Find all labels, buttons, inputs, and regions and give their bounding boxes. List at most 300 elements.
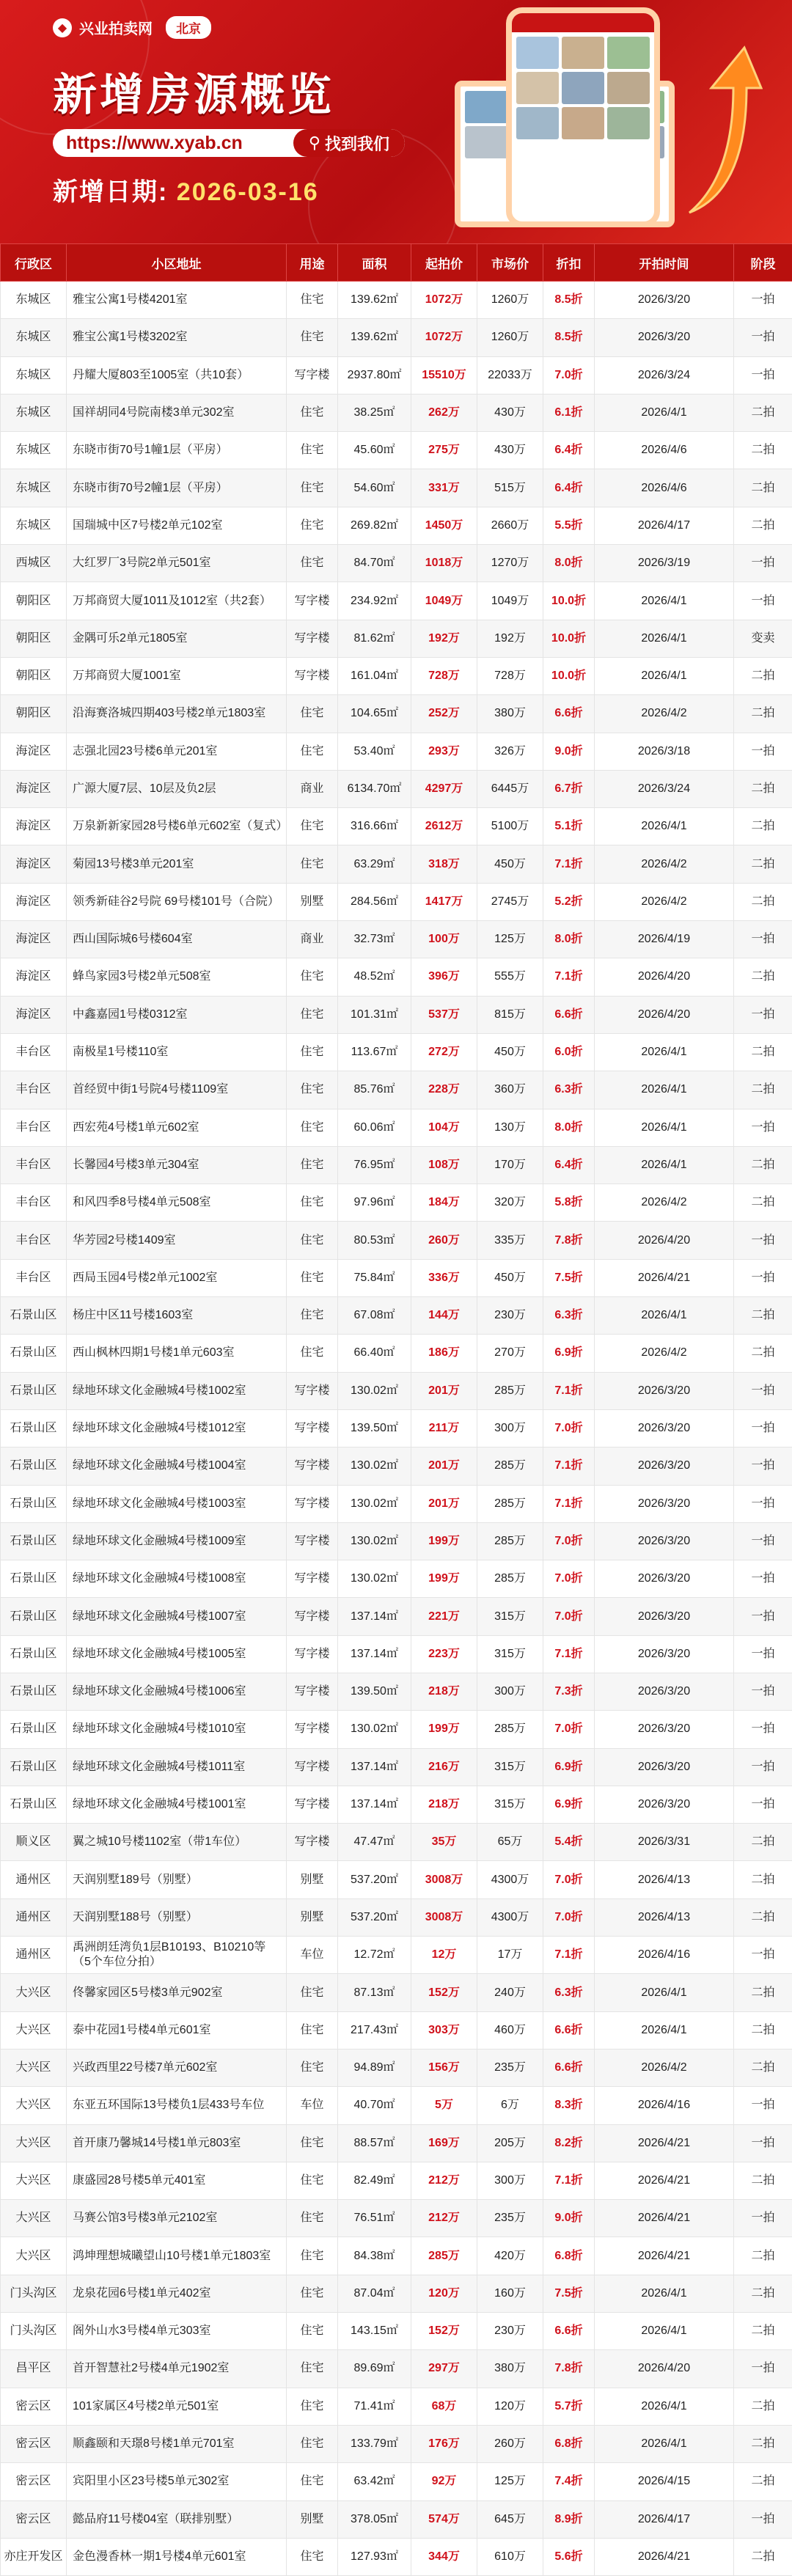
table-row[interactable] bbox=[1, 770, 792, 807]
market-price-cell: 300万 bbox=[477, 1673, 543, 1710]
address-cell: 绿地环球文化金融城4号楼1008室 bbox=[67, 1560, 287, 1598]
table-row[interactable] bbox=[1, 1222, 792, 1259]
usage-cell: 别墅 bbox=[287, 1898, 338, 1936]
date-label: 新增日期: bbox=[53, 178, 168, 206]
district-cell: 海淀区 bbox=[1, 808, 67, 845]
table-row[interactable] bbox=[1, 2162, 792, 2199]
market-price-cell: 4300万 bbox=[477, 1898, 543, 1936]
market-price-cell: 2660万 bbox=[477, 507, 543, 544]
usage-cell: 住宅 bbox=[287, 996, 338, 1033]
table-row[interactable] bbox=[1, 2388, 792, 2425]
table-row[interactable] bbox=[1, 1974, 792, 2011]
address-cell: 绿地环球文化金融城4号楼1007室 bbox=[67, 1598, 287, 1635]
usage-cell: 住宅 bbox=[287, 845, 338, 883]
discount-cell: 9.0折 bbox=[543, 733, 595, 770]
area-cell: 130.02㎡ bbox=[338, 1711, 411, 1748]
discount-cell: 6.6折 bbox=[543, 2049, 595, 2086]
discount-cell: 7.1折 bbox=[543, 1485, 595, 1522]
district-cell: 石景山区 bbox=[1, 1598, 67, 1635]
table-row[interactable] bbox=[1, 282, 792, 319]
usage-cell: 住宅 bbox=[287, 2313, 338, 2350]
discount-cell: 7.0折 bbox=[543, 1409, 595, 1447]
market-price-cell: 130万 bbox=[477, 1109, 543, 1146]
discount-cell: 5.5折 bbox=[543, 507, 595, 544]
area-cell: 217.43㎡ bbox=[338, 2011, 411, 2049]
area-cell: 97.96㎡ bbox=[338, 1184, 411, 1222]
address-cell: 金色漫香林一期1号楼4单元601室 bbox=[67, 2538, 287, 2575]
start-price-cell: 318万 bbox=[411, 845, 477, 883]
table-row[interactable] bbox=[1, 1824, 792, 1861]
start-price-cell: 218万 bbox=[411, 1786, 477, 1823]
address-cell: 绿地环球文化金融城4号楼1001室 bbox=[67, 1786, 287, 1823]
table-row[interactable] bbox=[1, 507, 792, 544]
stage-cell: 一拍 bbox=[734, 356, 792, 394]
usage-cell: 写字楼 bbox=[287, 1372, 338, 1409]
table-row[interactable] bbox=[1, 394, 792, 431]
market-price-cell: 285万 bbox=[477, 1560, 543, 1598]
table-row[interactable] bbox=[1, 319, 792, 356]
start-time-cell: 2026/4/20 bbox=[595, 996, 734, 1033]
start-time-cell: 2026/4/6 bbox=[595, 432, 734, 469]
table-row[interactable] bbox=[1, 695, 792, 733]
table-row[interactable] bbox=[1, 958, 792, 996]
district-cell: 大兴区 bbox=[1, 2049, 67, 2086]
table-row[interactable] bbox=[1, 469, 792, 507]
address-cell: 兴政西里22号楼7单元602室 bbox=[67, 2049, 287, 2086]
district-cell: 朝阳区 bbox=[1, 582, 67, 620]
table-row[interactable] bbox=[1, 2200, 792, 2237]
discount-cell: 5.8折 bbox=[543, 1184, 595, 1222]
start-price-cell: 35万 bbox=[411, 1824, 477, 1861]
start-price-cell: 1417万 bbox=[411, 883, 477, 920]
area-cell: 47.47㎡ bbox=[338, 1824, 411, 1861]
discount-cell: 7.1折 bbox=[543, 958, 595, 996]
table-header-row bbox=[1, 244, 792, 282]
discount-cell: 6.1折 bbox=[543, 394, 595, 431]
table-row[interactable] bbox=[1, 1861, 792, 1898]
start-time-cell: 2026/4/1 bbox=[595, 394, 734, 431]
table-row[interactable] bbox=[1, 1146, 792, 1184]
table-row[interactable] bbox=[1, 733, 792, 770]
table-row[interactable] bbox=[1, 883, 792, 920]
district-cell: 通州区 bbox=[1, 1937, 67, 1974]
district-cell: 海淀区 bbox=[1, 733, 67, 770]
area-cell: 87.13㎡ bbox=[338, 1974, 411, 2011]
start-time-cell: 2026/4/2 bbox=[595, 1184, 734, 1222]
district-cell: 门头沟区 bbox=[1, 2275, 67, 2312]
col-header: 市场价 bbox=[477, 244, 543, 282]
start-time-cell: 2026/3/20 bbox=[595, 1522, 734, 1560]
area-cell: 316.66㎡ bbox=[338, 808, 411, 845]
address-cell: 杨庄中区11号楼1603室 bbox=[67, 1297, 287, 1335]
stage-cell: 二拍 bbox=[734, 1335, 792, 1372]
district-cell: 海淀区 bbox=[1, 996, 67, 1033]
area-cell: 133.79㎡ bbox=[338, 2425, 411, 2462]
table-row[interactable] bbox=[1, 1447, 792, 1485]
table-row[interactable] bbox=[1, 2011, 792, 2049]
start-time-cell: 2026/4/6 bbox=[595, 469, 734, 507]
table-row[interactable] bbox=[1, 1109, 792, 1146]
start-time-cell: 2026/3/20 bbox=[595, 1673, 734, 1710]
table-row[interactable] bbox=[1, 1372, 792, 1409]
area-cell: 130.02㎡ bbox=[338, 1372, 411, 1409]
stage-cell: 一拍 bbox=[734, 1711, 792, 1748]
market-price-cell: 430万 bbox=[477, 394, 543, 431]
discount-cell: 8.0折 bbox=[543, 545, 595, 582]
table-row[interactable] bbox=[1, 545, 792, 582]
start-time-cell: 2026/4/2 bbox=[595, 1335, 734, 1372]
market-price-cell: 6万 bbox=[477, 2087, 543, 2124]
stage-cell: 一拍 bbox=[734, 545, 792, 582]
stage-cell: 一拍 bbox=[734, 1409, 792, 1447]
col-header: 用途 bbox=[287, 244, 338, 282]
start-price-cell: 285万 bbox=[411, 2237, 477, 2275]
discount-cell: 5.2折 bbox=[543, 883, 595, 920]
table-row[interactable] bbox=[1, 1409, 792, 1447]
discount-cell: 8.5折 bbox=[543, 319, 595, 356]
district-cell: 丰台区 bbox=[1, 1033, 67, 1071]
area-cell: 54.60㎡ bbox=[338, 469, 411, 507]
table-row[interactable] bbox=[1, 1673, 792, 1710]
discount-cell: 7.0折 bbox=[543, 1522, 595, 1560]
address-cell: 禹洲朗廷湾负1层B10193、B10210等（5个车位分拍） bbox=[67, 1937, 287, 1974]
start-time-cell: 2026/4/1 bbox=[595, 1109, 734, 1146]
address-cell: 泰中花园1号楼4单元601室 bbox=[67, 2011, 287, 2049]
stage-cell: 一拍 bbox=[734, 1748, 792, 1786]
start-price-cell: 152万 bbox=[411, 1974, 477, 2011]
address-cell: 和风四季8号楼4单元508室 bbox=[67, 1184, 287, 1222]
table-row[interactable] bbox=[1, 582, 792, 620]
table-row[interactable] bbox=[1, 1937, 792, 1974]
stage-cell: 二拍 bbox=[734, 2463, 792, 2500]
start-price-cell: 184万 bbox=[411, 1184, 477, 1222]
discount-cell: 5.7折 bbox=[543, 2388, 595, 2425]
start-price-cell: 199万 bbox=[411, 1711, 477, 1748]
discount-cell: 7.0折 bbox=[543, 356, 595, 394]
start-time-cell: 2026/4/1 bbox=[595, 2313, 734, 2350]
site-url[interactable]: https://www.xyab.cn bbox=[53, 133, 293, 154]
start-time-cell: 2026/4/1 bbox=[595, 2011, 734, 2049]
usage-cell: 住宅 bbox=[287, 2200, 338, 2237]
discount-cell: 6.7折 bbox=[543, 770, 595, 807]
district-cell: 石景山区 bbox=[1, 1297, 67, 1335]
stage-cell: 一拍 bbox=[734, 2350, 792, 2388]
start-time-cell: 2026/4/1 bbox=[595, 2388, 734, 2425]
area-cell: 82.49㎡ bbox=[338, 2162, 411, 2199]
table-row[interactable] bbox=[1, 2049, 792, 2086]
table-row[interactable] bbox=[1, 1786, 792, 1823]
table-row[interactable] bbox=[1, 2538, 792, 2575]
table-row[interactable] bbox=[1, 2313, 792, 2350]
address-cell: 东晓市街70号1幢1层（平房） bbox=[67, 432, 287, 469]
start-price-cell: 216万 bbox=[411, 1748, 477, 1786]
market-price-cell: 285万 bbox=[477, 1372, 543, 1409]
stage-cell: 变卖 bbox=[734, 620, 792, 657]
table-row[interactable] bbox=[1, 356, 792, 394]
address-cell: 马赛公馆3号楼3单元2102室 bbox=[67, 2200, 287, 2237]
start-time-cell: 2026/3/18 bbox=[595, 733, 734, 770]
district-cell: 丰台区 bbox=[1, 1184, 67, 1222]
discount-cell: 7.1折 bbox=[543, 1635, 595, 1673]
start-time-cell: 2026/3/20 bbox=[595, 1598, 734, 1635]
stage-cell: 一拍 bbox=[734, 1485, 792, 1522]
area-cell: 143.15㎡ bbox=[338, 2313, 411, 2350]
start-time-cell: 2026/4/1 bbox=[595, 657, 734, 694]
discount-cell: 6.4折 bbox=[543, 469, 595, 507]
area-cell: 76.95㎡ bbox=[338, 1146, 411, 1184]
start-time-cell: 2026/3/19 bbox=[595, 545, 734, 582]
market-price-cell: 450万 bbox=[477, 845, 543, 883]
table-row[interactable] bbox=[1, 1335, 792, 1372]
usage-cell: 写字楼 bbox=[287, 1522, 338, 1560]
area-cell: 63.29㎡ bbox=[338, 845, 411, 883]
area-cell: 137.14㎡ bbox=[338, 1598, 411, 1635]
area-cell: 537.20㎡ bbox=[338, 1898, 411, 1936]
stage-cell: 一拍 bbox=[734, 1786, 792, 1823]
start-time-cell: 2026/4/1 bbox=[595, 1146, 734, 1184]
table-row[interactable] bbox=[1, 2425, 792, 2462]
market-price-cell: 335万 bbox=[477, 1222, 543, 1259]
stage-cell: 二拍 bbox=[734, 1071, 792, 1109]
table-row[interactable] bbox=[1, 2463, 792, 2500]
start-time-cell: 2026/4/15 bbox=[595, 2463, 734, 2500]
table-row[interactable] bbox=[1, 1071, 792, 1109]
usage-cell: 别墅 bbox=[287, 2500, 338, 2538]
table-row[interactable] bbox=[1, 845, 792, 883]
market-price-cell: 170万 bbox=[477, 1146, 543, 1184]
address-cell: 绿地环球文化金融城4号楼1002室 bbox=[67, 1372, 287, 1409]
district-cell: 密云区 bbox=[1, 2500, 67, 2538]
start-price-cell: 228万 bbox=[411, 1071, 477, 1109]
start-price-cell: 1049万 bbox=[411, 582, 477, 620]
district-cell: 东城区 bbox=[1, 282, 67, 319]
address-cell: 领秀新硅谷2号院 69号楼101号（合院） bbox=[67, 883, 287, 920]
area-cell: 66.40㎡ bbox=[338, 1335, 411, 1372]
address-cell: 西山国际城6号楼604室 bbox=[67, 921, 287, 958]
area-cell: 81.62㎡ bbox=[338, 620, 411, 657]
start-time-cell: 2026/3/20 bbox=[595, 1485, 734, 1522]
table-row[interactable] bbox=[1, 1635, 792, 1673]
area-cell: 67.08㎡ bbox=[338, 1297, 411, 1335]
market-price-cell: 430万 bbox=[477, 432, 543, 469]
stage-cell: 一拍 bbox=[734, 733, 792, 770]
area-cell: 71.41㎡ bbox=[338, 2388, 411, 2425]
usage-cell: 住宅 bbox=[287, 2162, 338, 2199]
market-price-cell: 17万 bbox=[477, 1937, 543, 1974]
district-cell: 石景山区 bbox=[1, 1635, 67, 1673]
district-cell: 亦庄开发区 bbox=[1, 2538, 67, 2575]
start-time-cell: 2026/4/20 bbox=[595, 1222, 734, 1259]
address-cell: 101家属区4号楼2单元501室 bbox=[67, 2388, 287, 2425]
col-header: 面积 bbox=[338, 244, 411, 282]
area-cell: 87.04㎡ bbox=[338, 2275, 411, 2312]
start-price-cell: 344万 bbox=[411, 2538, 477, 2575]
table-row[interactable] bbox=[1, 1485, 792, 1522]
area-cell: 234.92㎡ bbox=[338, 582, 411, 620]
district-cell: 石景山区 bbox=[1, 1711, 67, 1748]
url-bar[interactable] bbox=[53, 129, 405, 157]
address-cell: 绿地环球文化金融城4号楼1010室 bbox=[67, 1711, 287, 1748]
district-cell: 大兴区 bbox=[1, 1974, 67, 2011]
stage-cell: 二拍 bbox=[734, 1861, 792, 1898]
address-cell: 雅宝公寓1号楼3202室 bbox=[67, 319, 287, 356]
district-cell: 东城区 bbox=[1, 432, 67, 469]
start-time-cell: 2026/4/19 bbox=[595, 921, 734, 958]
table-row[interactable] bbox=[1, 1297, 792, 1335]
area-cell: 84.38㎡ bbox=[338, 2237, 411, 2275]
stage-cell: 二拍 bbox=[734, 2162, 792, 2199]
stage-cell: 一拍 bbox=[734, 2500, 792, 2538]
usage-cell: 写字楼 bbox=[287, 356, 338, 394]
discount-cell: 7.1折 bbox=[543, 1447, 595, 1485]
stage-cell: 一拍 bbox=[734, 1937, 792, 1974]
table-row[interactable] bbox=[1, 2237, 792, 2275]
stage-cell: 一拍 bbox=[734, 582, 792, 620]
usage-cell: 住宅 bbox=[287, 282, 338, 319]
usage-cell: 住宅 bbox=[287, 2275, 338, 2312]
table-row[interactable] bbox=[1, 2350, 792, 2388]
table-row[interactable] bbox=[1, 2275, 792, 2312]
discount-cell: 10.0折 bbox=[543, 620, 595, 657]
table-row[interactable] bbox=[1, 1259, 792, 1296]
start-price-cell: 223万 bbox=[411, 1635, 477, 1673]
usage-cell: 住宅 bbox=[287, 2463, 338, 2500]
table-row[interactable] bbox=[1, 1522, 792, 1560]
start-time-cell: 2026/3/20 bbox=[595, 1711, 734, 1748]
address-cell: 顺鑫颐和天璟8号楼1单元701室 bbox=[67, 2425, 287, 2462]
listing-table bbox=[0, 243, 792, 2576]
area-cell: 89.69㎡ bbox=[338, 2350, 411, 2388]
usage-cell: 写字楼 bbox=[287, 657, 338, 694]
market-price-cell: 230万 bbox=[477, 2313, 543, 2350]
market-price-cell: 420万 bbox=[477, 2237, 543, 2275]
table-row[interactable] bbox=[1, 657, 792, 694]
usage-cell: 住宅 bbox=[287, 1109, 338, 1146]
start-time-cell: 2026/3/24 bbox=[595, 356, 734, 394]
market-price-cell: 4300万 bbox=[477, 1861, 543, 1898]
district-cell: 石景山区 bbox=[1, 1522, 67, 1560]
discount-cell: 6.0折 bbox=[543, 1033, 595, 1071]
market-price-cell: 230万 bbox=[477, 1297, 543, 1335]
start-price-cell: 293万 bbox=[411, 733, 477, 770]
start-price-cell: 5万 bbox=[411, 2087, 477, 2124]
district-cell: 东城区 bbox=[1, 319, 67, 356]
address-cell: 万邦商贸大厦1001室 bbox=[67, 657, 287, 694]
address-cell: 绿地环球文化金融城4号楼1003室 bbox=[67, 1485, 287, 1522]
phone-illustration bbox=[506, 7, 660, 227]
stage-cell: 二拍 bbox=[734, 469, 792, 507]
start-price-cell: 1018万 bbox=[411, 545, 477, 582]
stage-cell: 一拍 bbox=[734, 2087, 792, 2124]
area-cell: 139.50㎡ bbox=[338, 1409, 411, 1447]
table-row[interactable] bbox=[1, 1748, 792, 1786]
table-row[interactable] bbox=[1, 432, 792, 469]
find-us-button[interactable] bbox=[293, 129, 405, 157]
start-price-cell: 100万 bbox=[411, 921, 477, 958]
address-cell: 绿地环球文化金融城4号楼1005室 bbox=[67, 1635, 287, 1673]
start-time-cell: 2026/3/20 bbox=[595, 1372, 734, 1409]
table-row[interactable] bbox=[1, 921, 792, 958]
area-cell: 284.56㎡ bbox=[338, 883, 411, 920]
area-cell: 127.93㎡ bbox=[338, 2538, 411, 2575]
table-row[interactable] bbox=[1, 2500, 792, 2538]
area-cell: 139.62㎡ bbox=[338, 319, 411, 356]
area-cell: 137.14㎡ bbox=[338, 1635, 411, 1673]
usage-cell: 住宅 bbox=[287, 2124, 338, 2162]
usage-cell: 写字楼 bbox=[287, 1748, 338, 1786]
start-price-cell: 275万 bbox=[411, 432, 477, 469]
table-row[interactable] bbox=[1, 2124, 792, 2162]
area-cell: 130.02㎡ bbox=[338, 1560, 411, 1598]
start-price-cell: 331万 bbox=[411, 469, 477, 507]
table-row[interactable] bbox=[1, 808, 792, 845]
stage-cell: 二拍 bbox=[734, 1898, 792, 1936]
start-price-cell: 303万 bbox=[411, 2011, 477, 2049]
start-time-cell: 2026/3/20 bbox=[595, 1635, 734, 1673]
district-cell: 密云区 bbox=[1, 2425, 67, 2462]
start-price-cell: 252万 bbox=[411, 695, 477, 733]
start-time-cell: 2026/4/21 bbox=[595, 2200, 734, 2237]
discount-cell: 10.0折 bbox=[543, 582, 595, 620]
table-row[interactable] bbox=[1, 1184, 792, 1222]
table-row[interactable] bbox=[1, 1033, 792, 1071]
market-price-cell: 320万 bbox=[477, 1184, 543, 1222]
market-price-cell: 1260万 bbox=[477, 319, 543, 356]
usage-cell: 住宅 bbox=[287, 1071, 338, 1109]
address-cell: 天润别墅188号（别墅） bbox=[67, 1898, 287, 1936]
start-time-cell: 2026/4/1 bbox=[595, 1297, 734, 1335]
address-cell: 鸿坤理想城曦望山10号楼1单元1803室 bbox=[67, 2237, 287, 2275]
area-cell: 139.50㎡ bbox=[338, 1673, 411, 1710]
table-row[interactable] bbox=[1, 1560, 792, 1598]
start-time-cell: 2026/4/21 bbox=[595, 1259, 734, 1296]
start-time-cell: 2026/4/1 bbox=[595, 620, 734, 657]
table-row[interactable] bbox=[1, 996, 792, 1033]
col-header: 开拍时间 bbox=[595, 244, 734, 282]
start-time-cell: 2026/3/20 bbox=[595, 1748, 734, 1786]
table-row[interactable] bbox=[1, 2087, 792, 2124]
market-price-cell: 380万 bbox=[477, 2350, 543, 2388]
area-cell: 130.02㎡ bbox=[338, 1447, 411, 1485]
table-row[interactable] bbox=[1, 1598, 792, 1635]
market-price-cell: 450万 bbox=[477, 1259, 543, 1296]
table-row[interactable] bbox=[1, 620, 792, 657]
discount-cell: 8.2折 bbox=[543, 2124, 595, 2162]
stage-cell: 二拍 bbox=[734, 432, 792, 469]
discount-cell: 5.4折 bbox=[543, 1824, 595, 1861]
start-price-cell: 4297万 bbox=[411, 770, 477, 807]
table-row[interactable] bbox=[1, 1711, 792, 1748]
stage-cell: 一拍 bbox=[734, 319, 792, 356]
table-body bbox=[1, 282, 792, 2576]
start-time-cell: 2026/4/21 bbox=[595, 2162, 734, 2199]
start-price-cell: 537万 bbox=[411, 996, 477, 1033]
start-time-cell: 2026/4/1 bbox=[595, 1974, 734, 2011]
start-time-cell: 2026/3/24 bbox=[595, 770, 734, 807]
market-price-cell: 5100万 bbox=[477, 808, 543, 845]
discount-cell: 6.6折 bbox=[543, 2313, 595, 2350]
market-price-cell: 326万 bbox=[477, 733, 543, 770]
discount-cell: 8.5折 bbox=[543, 282, 595, 319]
start-price-cell: 728万 bbox=[411, 657, 477, 694]
stage-cell: 一拍 bbox=[734, 1560, 792, 1598]
usage-cell: 写字楼 bbox=[287, 1824, 338, 1861]
start-time-cell: 2026/3/20 bbox=[595, 319, 734, 356]
table-row[interactable] bbox=[1, 1898, 792, 1936]
address-cell: 西宏苑4号楼1单元602室 bbox=[67, 1109, 287, 1146]
usage-cell: 住宅 bbox=[287, 1222, 338, 1259]
discount-cell: 9.0折 bbox=[543, 2200, 595, 2237]
